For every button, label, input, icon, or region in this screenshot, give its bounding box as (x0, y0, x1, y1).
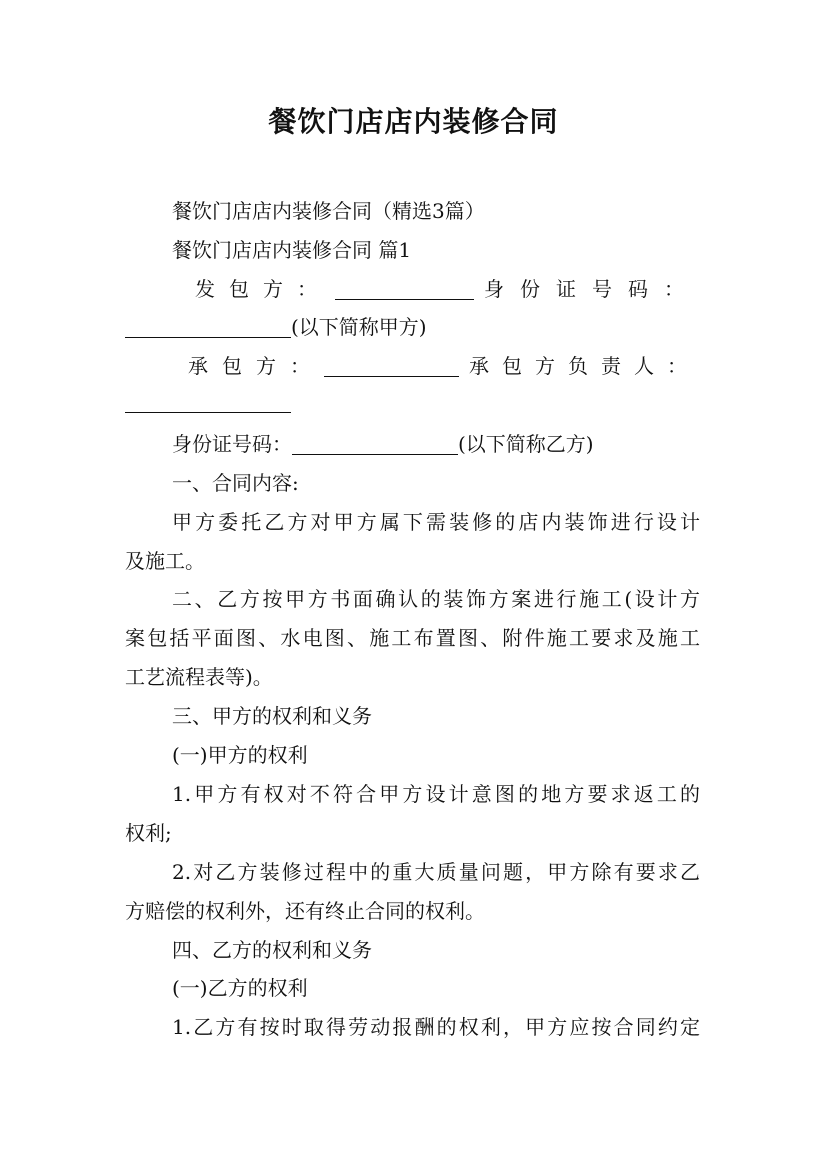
body-line: 四、乙方的权利和义务 (172, 938, 372, 962)
body-line: (一)乙方的权利 (172, 976, 308, 1000)
body-line: 及施工。 (125, 549, 205, 573)
body-line: 案包括平面图、水电图、施工布置图、附件施工要求及施工 (125, 626, 700, 650)
responsible-blank (125, 396, 291, 413)
chengbao-blank (324, 360, 459, 377)
yi-note: (以下简称乙方) (458, 432, 594, 456)
chengbao-label: 承包方： (188, 354, 324, 378)
body-line: 方赔偿的权利外，还有终止合同的权利。 (125, 899, 485, 923)
body-line: 二、乙方按甲方书面确认的装饰方案进行施工(设计方 (172, 587, 700, 611)
body-line: 一、合同内容: (172, 471, 299, 495)
section-heading: 餐饮门店店内装修合同 篇1 (172, 238, 412, 262)
jia-note: (以下简称甲方) (291, 315, 427, 339)
body-line: 三、甲方的权利和义务 (172, 704, 372, 728)
body-line: 权利; (125, 821, 172, 845)
jia-row (125, 314, 427, 340)
yi-row (172, 431, 594, 457)
id-blank-b (292, 438, 458, 455)
body-line: 2.对乙方装修过程中的重大质量问题，甲方除有要求乙 (172, 860, 700, 884)
fabao-blank (335, 283, 474, 300)
body-line: 1.乙方有按时取得劳动报酬的权利，甲方应按合同约定 (172, 1015, 700, 1039)
id-label-a: 身份证号码： (484, 277, 700, 301)
fabao-row (195, 276, 700, 302)
chengbao-row (188, 353, 700, 379)
body-line: 1.甲方有权对不符合甲方设计意图的地方要求返工的 (172, 782, 700, 806)
document-subtitle: 餐饮门店店内装修合同（精选3篇） (172, 199, 485, 223)
body-line: (一)甲方的权利 (172, 743, 308, 767)
body-line: 工艺流程表等)。 (125, 665, 273, 689)
body-line: 甲方委托乙方对甲方属下需装修的店内装饰进行设计 (172, 510, 700, 534)
fabao-label: 发包方： (195, 277, 331, 301)
responsible-blank-row (125, 393, 291, 419)
id-label-b: 身份证号码： (172, 432, 292, 456)
id-blank-a (125, 321, 291, 338)
responsible-label: 承包方负责人： (469, 354, 700, 378)
document-title: 餐饮门店店内装修合同 (268, 105, 559, 138)
